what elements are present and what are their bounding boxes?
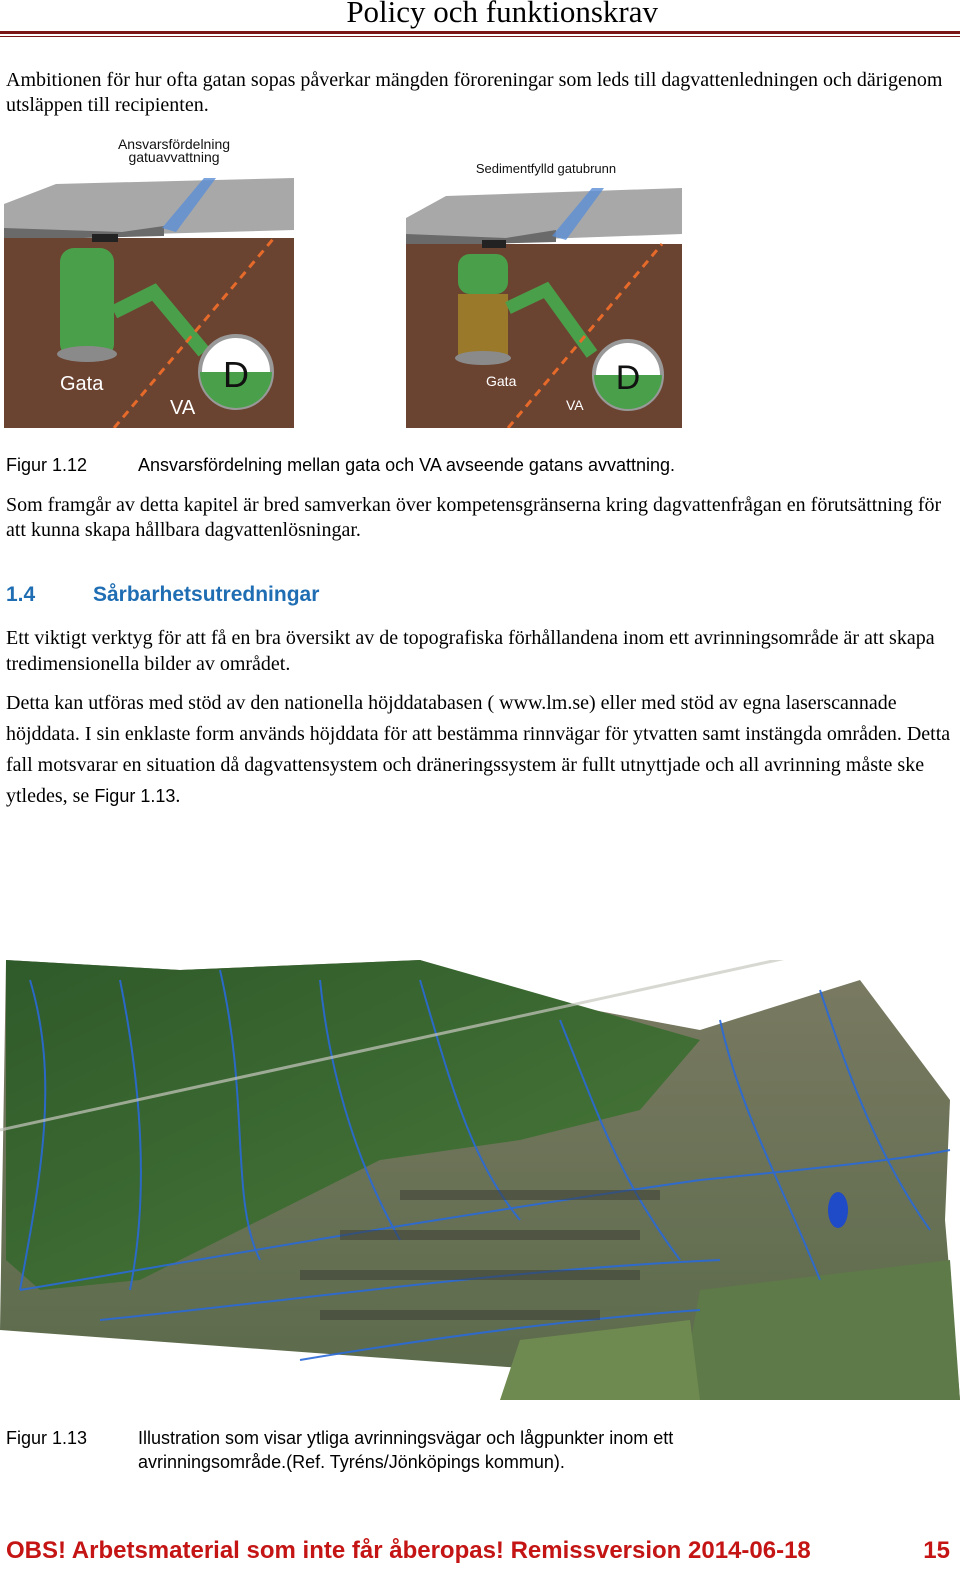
footer-notice: OBS! Arbetsmaterial som inte får åberopas! Remissversion 2014-06-18 xyxy=(6,1537,811,1564)
header-rule xyxy=(0,31,960,34)
page-footer xyxy=(6,1537,950,1565)
figure-1-13-terrain-image xyxy=(0,960,960,1405)
database-paragraph-text: Detta kan utföras med stöd av den nationella höjddatabasen ( www.lm.se) eller med stöd av egna laserscannade höjddata. I sin enklaste form används höjddata för att bestämma rinnvägar för ytvatten samt instängda områden. Detta fall motsvarar en situation då dagvattensystem och dräneringssystem är fullt utnyttjade och all avrinning måste ske ytledes, se xyxy=(6,692,951,807)
figure-1-13-reference: Figur 1.13 xyxy=(94,786,176,806)
figure-1-12-caption-text: Ansvarsfördelning mellan gata och VA avseende gatans avvattning. xyxy=(138,455,676,475)
left-panel-title-2: gatuavvattning xyxy=(128,149,220,165)
page-header-title: Policy och funktionskrav xyxy=(346,0,658,29)
figure-1-12-caption xyxy=(6,455,675,476)
left-gata-label: Gata xyxy=(60,373,104,395)
right-panel-title: Sedimentfylld gatubrunn xyxy=(475,161,617,176)
figure-1-12-right-diagram xyxy=(406,158,686,428)
intro-paragraph: Ambitionen för hur ofta gatan sopas påverkar mängden föroreningar som leds till dagvattenledningen och därigenom utsläppen till recipienten. xyxy=(6,69,943,116)
section-title: Sårbarhetsutredningar xyxy=(93,583,320,606)
left-va-label: VA xyxy=(170,397,196,419)
section-number: 1.4 xyxy=(6,583,36,606)
right-va-label: VA xyxy=(566,397,584,413)
figure-1-13-caption-line2: avrinningsområde.(Ref. Tyréns/Jönköpings kommun). xyxy=(138,1452,565,1472)
figure-1-13-number: Figur 1.13 xyxy=(6,1428,88,1448)
section-heading xyxy=(6,583,319,607)
left-d-label: D xyxy=(223,354,249,395)
left-panel-title-1: Ansvarsfördelning xyxy=(117,136,231,152)
database-paragraph xyxy=(6,688,956,812)
right-gata-label: Gata xyxy=(486,373,517,389)
header-rule-thin xyxy=(0,36,960,37)
page-number: 15 xyxy=(923,1537,950,1564)
collab-paragraph: Som framgår av detta kapitel är bred samverkan över kompetensgränserna kring dagvattenfrågan en förutsättning för att kunna skapa hållbara dagvattenlösningar. xyxy=(6,494,942,541)
right-d-label: D xyxy=(615,359,641,397)
figure-1-12-left-diagram xyxy=(4,132,296,428)
figure-1-12-number: Figur 1.12 xyxy=(6,455,88,475)
tool-paragraph: Ett viktigt verktyg för att få en bra översikt av de topografiska förhållandena inom ett avrinningsområde är att skapa tredimensionella bilder av området. xyxy=(6,627,935,675)
figure-1-13-caption xyxy=(6,1426,673,1474)
database-paragraph-end: . xyxy=(175,785,181,807)
figure-1-13-caption-line1: Illustration som visar ytliga avrinningsvägar och lågpunkter inom ett xyxy=(138,1428,674,1448)
